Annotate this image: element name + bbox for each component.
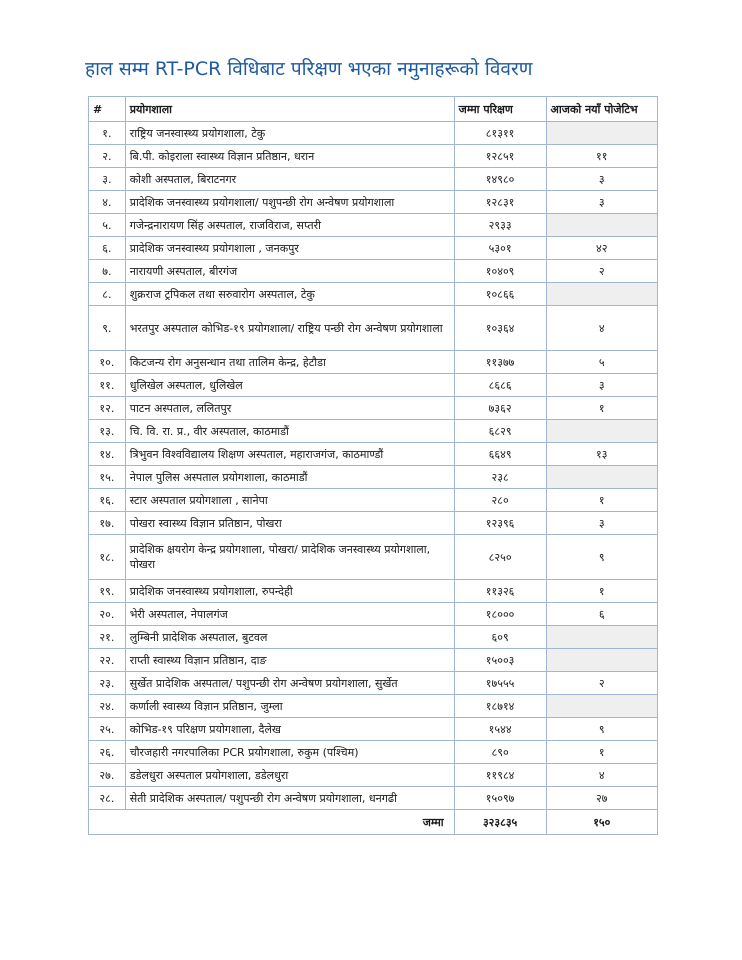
row-num: ११. — [89, 374, 126, 397]
row-total: १०४०९ — [454, 260, 546, 283]
row-num: १९. — [89, 580, 126, 603]
row-lab: त्रिभुवन विश्वविद्यालय शिक्षण अस्पताल, महाराजगंज, काठमाण्डौं — [125, 443, 454, 466]
row-positive — [546, 626, 657, 649]
row-lab: गजेन्द्रनारायण सिंह अस्पताल, राजविराज, सप्तरी — [125, 214, 454, 237]
total-label: जम्मा — [89, 810, 455, 835]
table-row — [89, 237, 658, 260]
row-lab: सेती प्रादेशिक अस्पताल/ पशुपन्छी रोग अन्वेषण प्रयोगशाला, धनगढी — [125, 787, 454, 810]
row-total: ८१३११ — [454, 122, 546, 145]
row-num: १३. — [89, 420, 126, 443]
row-total: १७५५५ — [454, 672, 546, 695]
table-row — [89, 168, 658, 191]
row-num: २२. — [89, 649, 126, 672]
table-row — [89, 512, 658, 535]
row-lab: प्रादेशिक जनस्वास्थ्य प्रयोगशाला , जनकपुर — [125, 237, 454, 260]
row-lab: शुक्रराज ट्रपिकल तथा सरुवारोग अस्पताल, टेकु — [125, 283, 454, 306]
row-total: ६८२९ — [454, 420, 546, 443]
row-num: १५. — [89, 466, 126, 489]
table-row — [89, 374, 658, 397]
table-row — [89, 260, 658, 283]
table-row — [89, 787, 658, 810]
row-num: २३. — [89, 672, 126, 695]
row-positive — [546, 420, 657, 443]
row-num: १४. — [89, 443, 126, 466]
row-positive: ४२ — [546, 237, 657, 260]
row-total: २३८ — [454, 466, 546, 489]
row-total: ५३०१ — [454, 237, 546, 260]
row-positive — [546, 283, 657, 306]
row-num: १७. — [89, 512, 126, 535]
table-row — [89, 351, 658, 374]
lab-test-table — [88, 96, 658, 835]
row-positive: १ — [546, 489, 657, 512]
row-total: ८२५० — [454, 535, 546, 580]
row-positive: ३ — [546, 191, 657, 214]
row-total: २८० — [454, 489, 546, 512]
row-num: ५. — [89, 214, 126, 237]
row-positive: ३ — [546, 374, 657, 397]
row-positive: ४ — [546, 764, 657, 787]
total-row — [89, 810, 658, 835]
row-total: १५००३ — [454, 649, 546, 672]
row-positive — [546, 649, 657, 672]
row-total: १२३९६ — [454, 512, 546, 535]
row-num: ७. — [89, 260, 126, 283]
row-positive — [546, 695, 657, 718]
row-total: ११९८४ — [454, 764, 546, 787]
table-row — [89, 626, 658, 649]
row-num: २८. — [89, 787, 126, 810]
table-row — [89, 603, 658, 626]
table-row — [89, 718, 658, 741]
table-row — [89, 695, 658, 718]
row-total: १०८६६ — [454, 283, 546, 306]
row-positive: ५ — [546, 351, 657, 374]
table-header-row — [89, 97, 658, 122]
row-total: ७३६२ — [454, 397, 546, 420]
row-lab: नारायणी अस्पताल, बीरगंज — [125, 260, 454, 283]
table-row — [89, 145, 658, 168]
page-title: हाल सम्म RT-PCR विधिबाट परिक्षण भएका नमुनाहरूको विवरण — [85, 58, 533, 80]
header-lab: प्रयोगशाला — [125, 97, 454, 122]
row-num: २७. — [89, 764, 126, 787]
total-positive: १५० — [546, 810, 657, 835]
table-row — [89, 764, 658, 787]
row-lab: लुम्बिनी प्रादेशिक अस्पताल, बुटवल — [125, 626, 454, 649]
row-total: १२८३१ — [454, 191, 546, 214]
row-lab: धुलिखेल अस्पताल, धुलिखेल — [125, 374, 454, 397]
row-lab: कोशी अस्पताल, बिराटनगर — [125, 168, 454, 191]
table-row — [89, 420, 658, 443]
row-num: १६. — [89, 489, 126, 512]
row-lab: प्रादेशिक जनस्वास्थ्य प्रयोगशाला/ पशुपन्छी रोग अन्वेषण प्रयोगशाला — [125, 191, 454, 214]
row-positive: ३ — [546, 168, 657, 191]
table-row — [89, 649, 658, 672]
row-total: ११३७७ — [454, 351, 546, 374]
row-num: १०. — [89, 351, 126, 374]
row-positive: ४ — [546, 306, 657, 351]
row-lab: पोखरा स्वास्थ्य विज्ञान प्रतिष्ठान, पोखरा — [125, 512, 454, 535]
row-num: २६. — [89, 741, 126, 764]
table-row — [89, 466, 658, 489]
row-positive — [546, 214, 657, 237]
row-total: १५०९७ — [454, 787, 546, 810]
row-num: ८. — [89, 283, 126, 306]
row-total: ६०९ — [454, 626, 546, 649]
row-num: ४. — [89, 191, 126, 214]
row-positive: ९ — [546, 718, 657, 741]
row-positive: ६ — [546, 603, 657, 626]
row-num: २५. — [89, 718, 126, 741]
row-lab: डडेलधुरा अस्पताल प्रयोगशाला, डडेलधुरा — [125, 764, 454, 787]
row-num: ६. — [89, 237, 126, 260]
row-lab: चौरजहारी नगरपालिका PCR प्रयोगशाला, रुकुम (पश्चिम) — [125, 741, 454, 764]
row-lab: नेपाल पुलिस अस्पताल प्रयोगशाला, काठमाडौं — [125, 466, 454, 489]
row-num: ९. — [89, 306, 126, 351]
row-positive: ३ — [546, 512, 657, 535]
row-lab: प्रादेशिक क्षयरोग केन्द्र प्रयोगशाला, पोखरा/ प्रादेशिक जनस्वास्थ्य प्रयोगशाला, पोखरा — [125, 535, 454, 580]
table-row — [89, 397, 658, 420]
row-lab: बि.पी. कोइराला स्वास्थ्य विज्ञान प्रतिष्ठान, धरान — [125, 145, 454, 168]
row-total: ११३२६ — [454, 580, 546, 603]
table-row — [89, 535, 658, 580]
header-num: # — [89, 97, 126, 122]
row-lab: चि. वि. रा. प्र., वीर अस्पताल, काठमाडौं — [125, 420, 454, 443]
row-num: २. — [89, 145, 126, 168]
row-positive: १ — [546, 580, 657, 603]
row-positive: २ — [546, 260, 657, 283]
row-positive: २७ — [546, 787, 657, 810]
row-lab: प्रादेशिक जनस्वास्थ्य प्रयोगशाला, रुपन्देही — [125, 580, 454, 603]
row-lab: स्टार अस्पताल प्रयोगशाला , सानेपा — [125, 489, 454, 512]
table-row — [89, 306, 658, 351]
row-total: १०३६४ — [454, 306, 546, 351]
row-total: १५४४ — [454, 718, 546, 741]
row-positive: १३ — [546, 443, 657, 466]
row-positive — [546, 466, 657, 489]
table-row — [89, 191, 658, 214]
row-positive — [546, 122, 657, 145]
table-row — [89, 741, 658, 764]
row-lab: राष्ट्रिय जनस्वास्थ्य प्रयोगशाला, टेकु — [125, 122, 454, 145]
row-total: १२८५१ — [454, 145, 546, 168]
table-row — [89, 489, 658, 512]
row-lab: सुर्खेत प्रादेशिक अस्पताल/ पशुपन्छी रोग अन्वेषण प्रयोगशाला, सुर्खेत — [125, 672, 454, 695]
row-positive: १ — [546, 741, 657, 764]
row-num: १८. — [89, 535, 126, 580]
row-total: १८००० — [454, 603, 546, 626]
row-num: २४. — [89, 695, 126, 718]
row-positive: २ — [546, 672, 657, 695]
row-positive: ९ — [546, 535, 657, 580]
row-total: २९३३ — [454, 214, 546, 237]
row-total: ८६८६ — [454, 374, 546, 397]
row-num: ३. — [89, 168, 126, 191]
row-lab: कर्णाली स्वास्थ्य विज्ञान प्रतिष्ठान, जुम्ला — [125, 695, 454, 718]
row-positive: ११ — [546, 145, 657, 168]
row-lab: पाटन अस्पताल, ललितपुर — [125, 397, 454, 420]
row-num: १२. — [89, 397, 126, 420]
row-total: ८९० — [454, 741, 546, 764]
row-total: ६६४९ — [454, 443, 546, 466]
row-num: १. — [89, 122, 126, 145]
table-row — [89, 580, 658, 603]
row-lab: भेरी अस्पताल, नेपालगंज — [125, 603, 454, 626]
row-total: १८७१४ — [454, 695, 546, 718]
table-row — [89, 672, 658, 695]
table-row — [89, 122, 658, 145]
row-lab: किटजन्य रोग अनुसन्धान तथा तालिम केन्द्र, हेटौडा — [125, 351, 454, 374]
table-body — [89, 122, 658, 810]
row-lab: कोभिड-१९ परिक्षण प्रयोगशाला, दैलेख — [125, 718, 454, 741]
header-positive: आजको नयाँ पोजेटिभ — [546, 97, 657, 122]
header-total: जम्मा परिक्षण — [454, 97, 546, 122]
table-row — [89, 214, 658, 237]
row-total: १४९८० — [454, 168, 546, 191]
row-num: २०. — [89, 603, 126, 626]
row-positive: १ — [546, 397, 657, 420]
row-num: २१. — [89, 626, 126, 649]
table-row — [89, 283, 658, 306]
row-lab: राप्ती स्वास्थ्य विज्ञान प्रतिष्ठान, दाङ — [125, 649, 454, 672]
total-tests: ३२३८३५ — [454, 810, 546, 835]
table-row — [89, 443, 658, 466]
row-lab: भरतपुर अस्पताल कोभिड-१९ प्रयोगशाला/ राष्ट्रिय पन्छी रोग अन्वेषण प्रयोगशाला — [125, 306, 454, 351]
